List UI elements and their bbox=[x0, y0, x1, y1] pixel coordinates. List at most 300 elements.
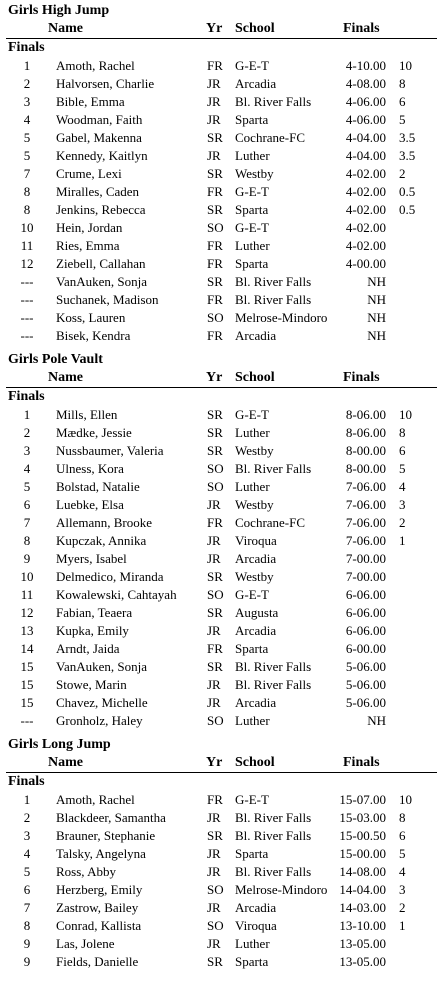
result-row bbox=[0, 406, 443, 424]
finals-column-header: Finals bbox=[343, 755, 380, 770]
year-cell: JR bbox=[207, 695, 221, 710]
athlete-name-cell: Nussbaumer, Valeria bbox=[56, 443, 164, 458]
year-cell: SR bbox=[207, 274, 223, 289]
athlete-name-cell: Amoth, Rachel bbox=[56, 792, 135, 807]
mark-cell: 4-02.00 bbox=[345, 202, 386, 217]
place-cell: 8 bbox=[23, 533, 31, 548]
school-cell: Westby bbox=[235, 569, 274, 584]
school-cell: G-E-T bbox=[235, 58, 269, 73]
round-label: Finals bbox=[8, 40, 45, 55]
athlete-name-cell: Gabel, Makenna bbox=[56, 130, 142, 145]
year-cell: SR bbox=[207, 130, 223, 145]
year-cell: JR bbox=[207, 497, 221, 512]
school-cell: Cochrane-FC bbox=[235, 515, 306, 530]
points-cell: 5 bbox=[399, 461, 406, 476]
event-section bbox=[0, 351, 443, 730]
event-section bbox=[0, 2, 443, 345]
result-row bbox=[0, 165, 443, 183]
year-cell: JR bbox=[207, 94, 221, 109]
place-cell: 5 bbox=[23, 130, 31, 145]
mark-cell: 6-06.00 bbox=[345, 605, 386, 620]
mark-cell: 14-03.00 bbox=[339, 900, 386, 915]
school-cell: Bl. River Falls bbox=[235, 864, 312, 879]
school-cell: G-E-T bbox=[235, 587, 269, 602]
school-cell: Bl. River Falls bbox=[235, 659, 312, 674]
result-row bbox=[0, 827, 443, 845]
athlete-name-cell: Delmedico, Miranda bbox=[56, 569, 164, 584]
athlete-name-cell: Conrad, Kallista bbox=[56, 918, 142, 933]
place-cell: 15 bbox=[20, 659, 34, 674]
finals-column-header: Finals bbox=[343, 21, 380, 36]
points-cell: 3.5 bbox=[399, 130, 416, 145]
result-row bbox=[0, 514, 443, 532]
result-row bbox=[0, 291, 443, 309]
place-cell: 6 bbox=[23, 497, 31, 512]
year-cell: FR bbox=[207, 515, 223, 530]
mark-cell: 13-05.00 bbox=[339, 936, 386, 951]
place-cell: 2 bbox=[23, 810, 31, 825]
year-cell: SR bbox=[207, 828, 223, 843]
result-row bbox=[0, 219, 443, 237]
athlete-name-cell: Mills, Ellen bbox=[56, 407, 118, 422]
place-cell: 3 bbox=[23, 828, 31, 843]
school-cell: Luther bbox=[235, 479, 270, 494]
athlete-name-cell: Gronholz, Haley bbox=[56, 713, 143, 728]
points-cell: 6 bbox=[399, 443, 406, 458]
athlete-name-cell: Las, Jolene bbox=[56, 936, 115, 951]
result-row bbox=[0, 183, 443, 201]
result-row bbox=[0, 712, 443, 730]
points-cell: 5 bbox=[399, 112, 406, 127]
points-cell: 4 bbox=[399, 479, 406, 494]
mark-cell: 15-07.00 bbox=[339, 792, 386, 807]
school-cell: Viroqua bbox=[235, 918, 277, 933]
mark-cell: 4-02.00 bbox=[345, 238, 386, 253]
athlete-name-cell: Fields, Danielle bbox=[56, 954, 139, 969]
place-cell: --- bbox=[20, 328, 34, 343]
athlete-name-cell: Brauner, Stephanie bbox=[56, 828, 156, 843]
place-cell: 5 bbox=[23, 479, 31, 494]
place-cell: 6 bbox=[23, 882, 31, 897]
year-cell: JR bbox=[207, 677, 221, 692]
result-row bbox=[0, 478, 443, 496]
school-cell: G-E-T bbox=[235, 220, 269, 235]
school-column-header: School bbox=[235, 755, 275, 770]
place-cell: 12 bbox=[20, 605, 34, 620]
year-cell: JR bbox=[207, 112, 221, 127]
school-cell: Sparta bbox=[235, 954, 269, 969]
year-cell: JR bbox=[207, 810, 221, 825]
mark-cell: NH bbox=[367, 274, 386, 289]
result-row bbox=[0, 442, 443, 460]
school-cell: Westby bbox=[235, 497, 274, 512]
athlete-name-cell: Ross, Abby bbox=[56, 864, 116, 879]
athlete-name-cell: Suchanek, Madison bbox=[56, 292, 159, 307]
mark-cell: 15-00.50 bbox=[339, 828, 386, 843]
year-cell: FR bbox=[207, 292, 223, 307]
points-cell: 8 bbox=[399, 425, 406, 440]
name-column-header: Name bbox=[48, 21, 83, 36]
mark-cell: 5-06.00 bbox=[345, 659, 386, 674]
year-cell: SR bbox=[207, 407, 223, 422]
result-row bbox=[0, 201, 443, 219]
mark-cell: 8-06.00 bbox=[345, 407, 386, 422]
school-cell: Melrose-Mindoro bbox=[235, 882, 328, 897]
result-row bbox=[0, 496, 443, 514]
place-cell: 1 bbox=[23, 792, 31, 807]
result-row bbox=[0, 953, 443, 971]
result-row bbox=[0, 694, 443, 712]
yr-column-header: Yr bbox=[206, 370, 223, 385]
place-cell: 8 bbox=[23, 184, 31, 199]
name-column-header: Name bbox=[48, 755, 83, 770]
result-row bbox=[0, 622, 443, 640]
mark-cell: 5-06.00 bbox=[345, 677, 386, 692]
athlete-name-cell: Zastrow, Bailey bbox=[56, 900, 139, 915]
place-cell: 4 bbox=[23, 461, 31, 476]
result-row bbox=[0, 899, 443, 917]
athlete-name-cell: Herzberg, Emily bbox=[56, 882, 143, 897]
year-cell: SR bbox=[207, 166, 223, 181]
mark-cell: 7-00.00 bbox=[345, 569, 386, 584]
event-title: Girls High Jump bbox=[8, 3, 110, 18]
place-cell: 15 bbox=[20, 677, 34, 692]
points-cell: 0.5 bbox=[399, 202, 416, 217]
result-row bbox=[0, 640, 443, 658]
result-row bbox=[0, 586, 443, 604]
school-cell: Bl. River Falls bbox=[235, 94, 312, 109]
mark-cell: 4-00.00 bbox=[345, 256, 386, 271]
year-cell: SO bbox=[207, 713, 224, 728]
place-cell: 3 bbox=[23, 94, 31, 109]
mark-cell: 13-05.00 bbox=[339, 954, 386, 969]
school-column-header: School bbox=[235, 21, 275, 36]
school-cell: Viroqua bbox=[235, 533, 277, 548]
points-cell: 6 bbox=[399, 828, 406, 843]
year-cell: SR bbox=[207, 569, 223, 584]
athlete-name-cell: Blackdeer, Samantha bbox=[56, 810, 166, 825]
mark-cell: NH bbox=[367, 713, 386, 728]
points-cell: 8 bbox=[399, 810, 406, 825]
athlete-name-cell: Crume, Lexi bbox=[56, 166, 122, 181]
points-cell: 8 bbox=[399, 76, 406, 91]
school-cell: Bl. River Falls bbox=[235, 810, 312, 825]
points-cell: 10 bbox=[399, 407, 412, 422]
athlete-name-cell: Ries, Emma bbox=[56, 238, 120, 253]
points-cell: 2 bbox=[399, 166, 406, 181]
points-cell: 6 bbox=[399, 94, 406, 109]
place-cell: 7 bbox=[23, 900, 31, 915]
column-header-row bbox=[6, 20, 437, 39]
points-cell: 1 bbox=[399, 533, 406, 548]
result-row bbox=[0, 658, 443, 676]
mark-cell: 7-06.00 bbox=[345, 497, 386, 512]
year-cell: SR bbox=[207, 425, 223, 440]
year-cell: SO bbox=[207, 587, 224, 602]
result-row bbox=[0, 57, 443, 75]
school-cell: G-E-T bbox=[235, 792, 269, 807]
points-cell: 10 bbox=[399, 792, 412, 807]
place-cell: 2 bbox=[23, 76, 31, 91]
place-cell: --- bbox=[20, 274, 34, 289]
mark-cell: 8-00.00 bbox=[345, 443, 386, 458]
column-header-row bbox=[6, 754, 437, 773]
place-cell: 9 bbox=[23, 954, 31, 969]
athlete-name-cell: Ziebell, Callahan bbox=[56, 256, 146, 271]
mark-cell: 6-06.00 bbox=[345, 587, 386, 602]
year-cell: FR bbox=[207, 256, 223, 271]
result-row bbox=[0, 845, 443, 863]
school-cell: Arcadia bbox=[235, 76, 277, 91]
school-cell: Bl. River Falls bbox=[235, 274, 312, 289]
points-cell: 10 bbox=[399, 58, 412, 73]
athlete-name-cell: Woodman, Faith bbox=[56, 112, 143, 127]
school-cell: Melrose-Mindoro bbox=[235, 310, 328, 325]
year-cell: JR bbox=[207, 864, 221, 879]
school-cell: Luther bbox=[235, 713, 270, 728]
mark-cell: 15-00.00 bbox=[339, 846, 386, 861]
school-cell: G-E-T bbox=[235, 407, 269, 422]
mark-cell: 15-03.00 bbox=[339, 810, 386, 825]
school-cell: Bl. River Falls bbox=[235, 677, 312, 692]
result-row bbox=[0, 568, 443, 586]
mark-cell: 7-00.00 bbox=[345, 551, 386, 566]
year-cell: SO bbox=[207, 220, 224, 235]
event-title: Girls Pole Vault bbox=[8, 352, 103, 367]
year-cell: SR bbox=[207, 659, 223, 674]
year-cell: SO bbox=[207, 461, 224, 476]
school-cell: Sparta bbox=[235, 202, 269, 217]
athlete-name-cell: Hein, Jordan bbox=[56, 220, 123, 235]
place-cell: 12 bbox=[20, 256, 34, 271]
year-cell: SO bbox=[207, 479, 224, 494]
year-cell: SO bbox=[207, 310, 224, 325]
mark-cell: 4-04.00 bbox=[345, 130, 386, 145]
athlete-name-cell: Chavez, Michelle bbox=[56, 695, 148, 710]
place-cell: 9 bbox=[23, 936, 31, 951]
place-cell: --- bbox=[20, 310, 34, 325]
athlete-name-cell: Jenkins, Rebecca bbox=[56, 202, 146, 217]
points-cell: 0.5 bbox=[399, 184, 416, 199]
place-cell: 5 bbox=[23, 864, 31, 879]
column-header-row bbox=[6, 369, 437, 388]
athlete-name-cell: Arndt, Jaida bbox=[56, 641, 120, 656]
place-cell: 5 bbox=[23, 148, 31, 163]
points-cell: 5 bbox=[399, 846, 406, 861]
result-row bbox=[0, 147, 443, 165]
mark-cell: 7-06.00 bbox=[345, 515, 386, 530]
year-cell: SO bbox=[207, 882, 224, 897]
mark-cell: 4-06.00 bbox=[345, 112, 386, 127]
athlete-name-cell: Mædke, Jessie bbox=[56, 425, 132, 440]
place-cell: 10 bbox=[20, 569, 34, 584]
place-cell: 4 bbox=[23, 112, 31, 127]
result-row bbox=[0, 255, 443, 273]
athlete-name-cell: Luebke, Elsa bbox=[56, 497, 124, 512]
result-row bbox=[0, 863, 443, 881]
result-row bbox=[0, 917, 443, 935]
year-cell: JR bbox=[207, 936, 221, 951]
year-cell: FR bbox=[207, 238, 223, 253]
place-cell: 10 bbox=[20, 220, 34, 235]
event-section bbox=[0, 736, 443, 971]
result-row bbox=[0, 460, 443, 478]
athlete-name-cell: Bisek, Kendra bbox=[56, 328, 131, 343]
mark-cell: 7-06.00 bbox=[345, 479, 386, 494]
school-cell: Sparta bbox=[235, 641, 269, 656]
school-column-header: School bbox=[235, 370, 275, 385]
result-row bbox=[0, 791, 443, 809]
athlete-name-cell: Kupczak, Annika bbox=[56, 533, 147, 548]
place-cell: 1 bbox=[23, 407, 31, 422]
result-row bbox=[0, 93, 443, 111]
year-cell: SR bbox=[207, 443, 223, 458]
athlete-name-cell: Halvorsen, Charlie bbox=[56, 76, 155, 91]
year-cell: FR bbox=[207, 641, 223, 656]
round-label: Finals bbox=[8, 774, 45, 789]
result-row bbox=[0, 424, 443, 442]
result-row bbox=[0, 273, 443, 291]
mark-cell: 4-10.00 bbox=[345, 58, 386, 73]
mark-cell: 4-04.00 bbox=[345, 148, 386, 163]
athlete-name-cell: Stowe, Marin bbox=[56, 677, 127, 692]
school-cell: Cochrane-FC bbox=[235, 130, 306, 145]
year-cell: FR bbox=[207, 792, 223, 807]
athlete-name-cell: Kennedy, Kaitlyn bbox=[56, 148, 148, 163]
school-cell: Arcadia bbox=[235, 551, 277, 566]
place-cell: --- bbox=[20, 292, 34, 307]
result-row bbox=[0, 237, 443, 255]
mark-cell: 4-08.00 bbox=[345, 76, 386, 91]
place-cell: 8 bbox=[23, 918, 31, 933]
points-cell: 3 bbox=[399, 882, 406, 897]
year-cell: SO bbox=[207, 918, 224, 933]
mark-cell: 8-00.00 bbox=[345, 461, 386, 476]
mark-cell: NH bbox=[367, 292, 386, 307]
athlete-name-cell: Kupka, Emily bbox=[56, 623, 129, 638]
year-cell: FR bbox=[207, 328, 223, 343]
mark-cell: 8-06.00 bbox=[345, 425, 386, 440]
result-row bbox=[0, 881, 443, 899]
place-cell: 14 bbox=[20, 641, 34, 656]
points-cell: 4 bbox=[399, 864, 406, 879]
athlete-name-cell: Kowalewski, Cahtayah bbox=[56, 587, 177, 602]
place-cell: 8 bbox=[23, 202, 31, 217]
points-cell: 2 bbox=[399, 900, 406, 915]
year-cell: FR bbox=[207, 58, 223, 73]
athlete-name-cell: Koss, Lauren bbox=[56, 310, 126, 325]
school-cell: Bl. River Falls bbox=[235, 828, 312, 843]
athlete-name-cell: Bible, Emma bbox=[56, 94, 125, 109]
mark-cell: 5-06.00 bbox=[345, 695, 386, 710]
result-row bbox=[0, 309, 443, 327]
place-cell: 7 bbox=[23, 515, 31, 530]
school-cell: G-E-T bbox=[235, 184, 269, 199]
place-cell: 3 bbox=[23, 443, 31, 458]
place-cell: --- bbox=[20, 713, 34, 728]
mark-cell: 14-08.00 bbox=[339, 864, 386, 879]
school-cell: Luther bbox=[235, 238, 270, 253]
year-cell: JR bbox=[207, 148, 221, 163]
points-cell: 1 bbox=[399, 918, 406, 933]
result-row bbox=[0, 676, 443, 694]
athlete-name-cell: VanAuken, Sonja bbox=[56, 659, 147, 674]
athlete-name-cell: Talsky, Angelyna bbox=[56, 846, 146, 861]
mark-cell: 4-02.00 bbox=[345, 166, 386, 181]
round-label: Finals bbox=[8, 389, 45, 404]
athlete-name-cell: Amoth, Rachel bbox=[56, 58, 135, 73]
athlete-name-cell: Allemann, Brooke bbox=[56, 515, 153, 530]
school-cell: Sparta bbox=[235, 256, 269, 271]
yr-column-header: Yr bbox=[206, 21, 223, 36]
result-row bbox=[0, 550, 443, 568]
school-cell: Augusta bbox=[235, 605, 279, 620]
name-column-header: Name bbox=[48, 370, 83, 385]
school-cell: Luther bbox=[235, 425, 270, 440]
year-cell: JR bbox=[207, 551, 221, 566]
school-cell: Bl. River Falls bbox=[235, 461, 312, 476]
points-cell: 3.5 bbox=[399, 148, 416, 163]
finals-column-header: Finals bbox=[343, 370, 380, 385]
place-cell: 15 bbox=[20, 695, 34, 710]
mark-cell: 14-04.00 bbox=[339, 882, 386, 897]
place-cell: 7 bbox=[23, 166, 31, 181]
athlete-name-cell: Fabian, Teaera bbox=[56, 605, 133, 620]
school-cell: Westby bbox=[235, 166, 274, 181]
year-cell: JR bbox=[207, 623, 221, 638]
result-row bbox=[0, 809, 443, 827]
points-cell: 2 bbox=[399, 515, 406, 530]
school-cell: Westby bbox=[235, 443, 274, 458]
school-cell: Bl. River Falls bbox=[235, 292, 312, 307]
mark-cell: 13-10.00 bbox=[339, 918, 386, 933]
school-cell: Sparta bbox=[235, 112, 269, 127]
results-document bbox=[0, 2, 443, 971]
mark-cell: 4-02.00 bbox=[345, 220, 386, 235]
place-cell: 13 bbox=[20, 623, 34, 638]
school-cell: Luther bbox=[235, 148, 270, 163]
result-row bbox=[0, 111, 443, 129]
year-cell: JR bbox=[207, 76, 221, 91]
result-row bbox=[0, 604, 443, 622]
mark-cell: NH bbox=[367, 310, 386, 325]
year-cell: SR bbox=[207, 202, 223, 217]
year-cell: SR bbox=[207, 954, 223, 969]
athlete-name-cell: Bolstad, Natalie bbox=[56, 479, 140, 494]
athlete-name-cell: VanAuken, Sonja bbox=[56, 274, 147, 289]
mark-cell: 7-06.00 bbox=[345, 533, 386, 548]
mark-cell: 4-06.00 bbox=[345, 94, 386, 109]
year-cell: JR bbox=[207, 846, 221, 861]
year-cell: FR bbox=[207, 184, 223, 199]
mark-cell: NH bbox=[367, 328, 386, 343]
place-cell: 9 bbox=[23, 551, 31, 566]
event-title: Girls Long Jump bbox=[8, 737, 111, 752]
school-cell: Arcadia bbox=[235, 900, 277, 915]
result-row bbox=[0, 935, 443, 953]
place-cell: 11 bbox=[20, 587, 34, 602]
points-cell: 3 bbox=[399, 497, 406, 512]
year-cell: JR bbox=[207, 900, 221, 915]
athlete-name-cell: Myers, Isabel bbox=[56, 551, 127, 566]
result-row bbox=[0, 532, 443, 550]
athlete-name-cell: Ulness, Kora bbox=[56, 461, 124, 476]
result-row bbox=[0, 129, 443, 147]
school-cell: Arcadia bbox=[235, 623, 277, 638]
mark-cell: 4-02.00 bbox=[345, 184, 386, 199]
year-cell: JR bbox=[207, 533, 221, 548]
yr-column-header: Yr bbox=[206, 755, 223, 770]
